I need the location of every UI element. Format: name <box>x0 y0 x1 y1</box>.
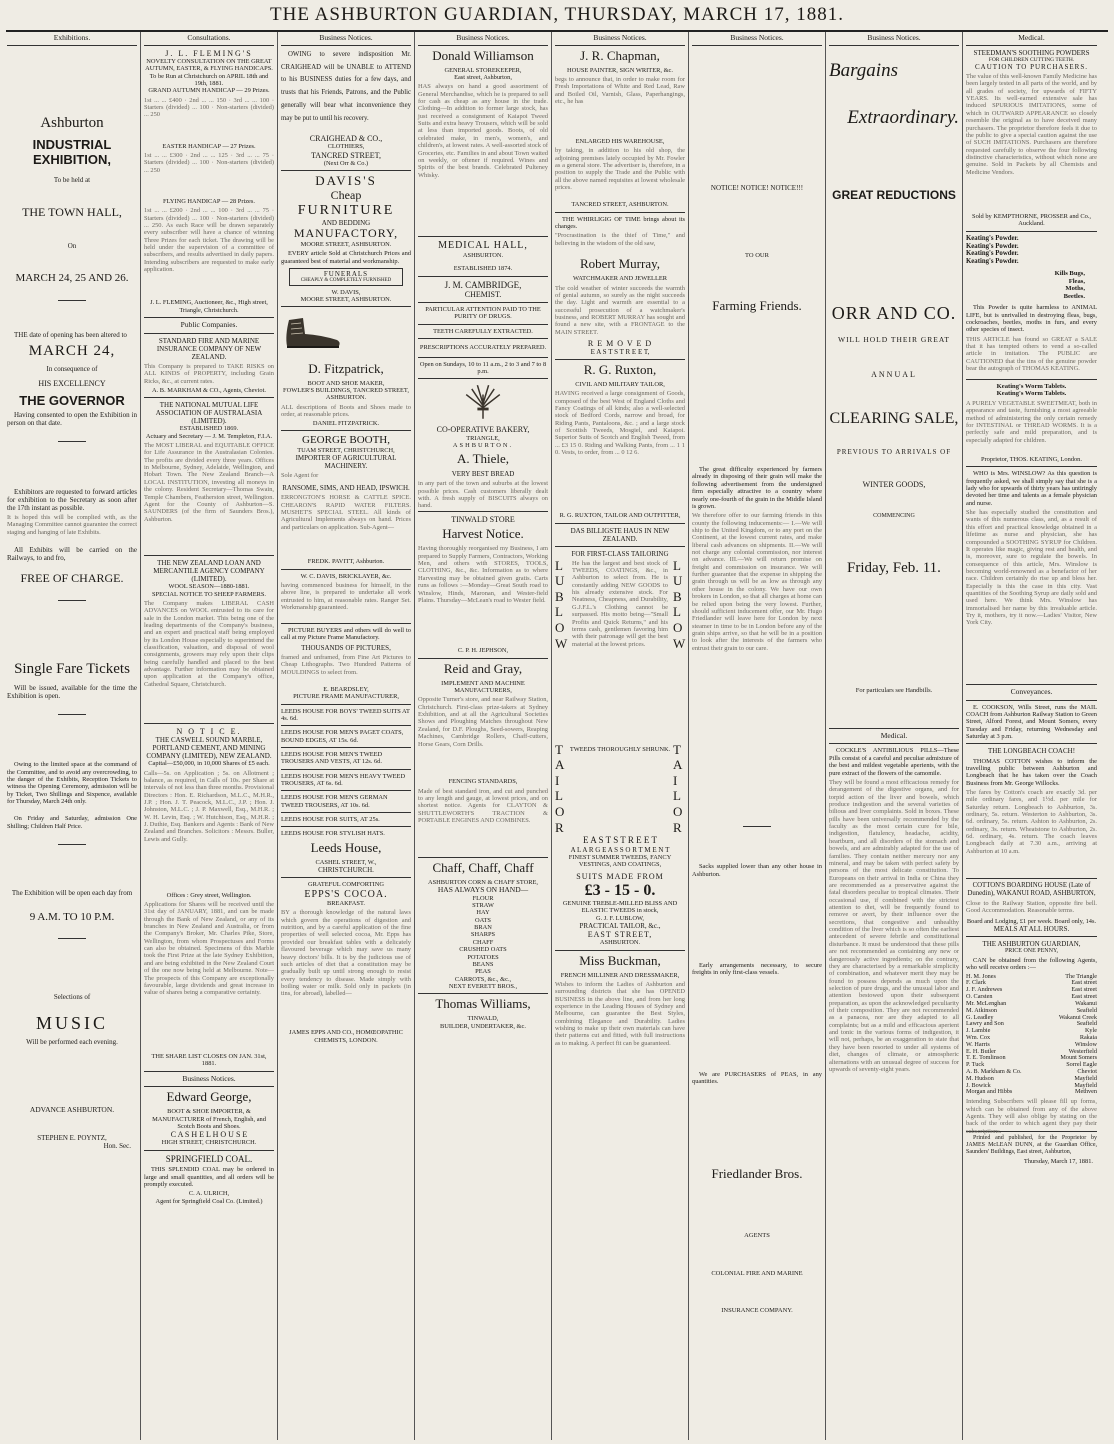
opening-date: MARCH 24, <box>28 343 116 360</box>
agent-name: T. E. Tomlinson <box>966 1054 1006 1062</box>
w-davis-address: MOORE STREET, ASHBURTON. <box>300 296 392 304</box>
summer-tweeds: FINEST SUMMER TWEEDS, FANCY VESTINGS, AND COATINGS, <box>568 853 672 868</box>
agent-name: Morgan and Hibbs <box>966 1088 1013 1096</box>
column-business-4: Business Notices. Donald Williamson GENERAL STOREKEEPER, East street, Ashburton, HAS always on hand a good assortment of General Merchandise, which he is prepared to sell for cash as cheap as any house in the trade. Clothing—In addition to former large stock, has just received a consignment of Kaiapoi Tweed Suits and extra heavy Trousers, which will be sold at less than imported goods. Boots, of old celebrated make, in men's, women's, and children's, at lowest rates. A well-assorted stock of Groceries, etc. Families in and about Town waited on weekly, or oftener if required. Wines and Spirits of the best brands. Celebrated Pulteney Whisky. MEDICAL HALL, ASHBURTON. ESTABLISHED 1874. J. M. CAMBRIDGE, CHEMIST. PARTICULAR ATTENTION PAID TO THE PURITY OF DRUGS. TEETH CAREFULLY EXTRACTED. PRESCRIPTIONS ACCURATELY PREPARED. Open on Sundays, 10 to 11 a.m., 2 to 3 and 7 to 8 p.m. CO-OPERATIVE BAKERY, TRIANGLE, ASHBURTON. A. Thiele, VERY BEST BREAD in any part of the town and suburbs at the lowest possible prices. Cash customers liberally dealt with. A fresh supply of BISCUITS always on hand. TINWALD STORE Harvest Notice. Having thoroughly reorganised my Business, I am prepared to Supply Farmers, Contractors, Working Men, and others with STORES, TOOLS, CLOTHING, &c., &c. Information as to where Harvesting may be obtained given gratis. Carts runs as follows :—Monday—Great South road to Winslow, Hinds, Maronan, and Wester-field Plains. Thursday—McLean's road to Wester field. C. P. H. JEPHSON, Reid and Gray, IMPLEMENT AND MACHINE MANUFACTURERS, Opposite Turner's store, and near Railway Station, Christchurch. First-class prize-takers at Sydney Exhibition, and at all the Agricultural Societies Shows and Ploughing Matches throughout New Zealand, for D.F. Ploughs, Seed-sowers, Reaping Machines, Cambridge Rollers, Chaff-cutters, Horse Gears, Corn Drills. FENCING STANDARDS, Made of best standard iron, and cut and punched to any length and gauge, at lowest prices, and on shortest notice. Agents for CLAYTON & SHUTTLEWORTH'S TRACTION & PORTABLE ENGINES AND COMBINES. Chaff, Chaff, Chaff ASHBURTON CORN & CHAFF STORE, HAS ALWAYS ON HAND— FLOUR STRAW HAY OATS BRAN SHARPS CHAFF CRUSHED OATS POTATOES BEANS PEAS CARROTS, &c., &c., NEXT EVERETT BROS., Thomas Williams, TINWALD, BUILDER, UNDERTAKER, &c. <box>415 32 552 1440</box>
to-our: TO OUR <box>745 251 769 259</box>
friedlander-bros: Friedlander Bros. <box>711 1166 803 1182</box>
lublow-vertical-right: LUBLOW <box>673 557 686 651</box>
clearing-sale: CLEARING SALE, <box>829 409 959 427</box>
agent-name: Lawry and Son <box>966 1020 1004 1028</box>
worm-tablets-1: Keating's Worm Tablets. <box>996 382 1067 390</box>
the-governor: THE GOVERNOR <box>19 392 125 408</box>
secretary-name: STEPHEN E. POYNTZ, <box>37 1134 107 1143</box>
printed-published: Printed and published, for the Proprietor by JAMES McLEAN DUNN, at the Guardian Office, Saunders' Buildings, East street, Ashburton, <box>966 1135 1097 1156</box>
craighead-street: TANCRED STREET, <box>311 150 381 160</box>
winter-goods: WINTER GOODS, <box>862 480 926 490</box>
leeds-line-5: LEEDS HOUSE FOR MEN'S GERMAN TWEED TROUSERS, AT 10s. 6d. <box>281 794 388 809</box>
column-header: Consultations. <box>144 32 274 46</box>
leeds-line-1: LEEDS HOUSE FOR BOYS' TWEED SUITS AT 4s. 6d. <box>281 707 410 722</box>
national-mutual-title: THE NATIONAL MUTUAL LIFE ASSOCIATION OF AUSTRALASIA (LIMITED). <box>155 401 263 426</box>
easter-handicap: EASTER HANDICAP — 27 Prizes. <box>162 142 256 150</box>
sacks-supplied: Sacks supplied lower than any other house in Ashburton. <box>692 863 822 878</box>
music-note: Will be performed each evening. <box>26 1037 118 1046</box>
funerals-sub: CHEAPLY & COMPLETELY FURNISHED <box>300 277 392 283</box>
will-hold: WILL HOLD THEIR GREAT <box>837 334 951 344</box>
opening-consequence: In consequence of <box>46 364 98 373</box>
agent-name: J. Bowick <box>966 1081 991 1089</box>
agent-location: Mayfield <box>1074 1081 1097 1089</box>
kills-line: Fleas, <box>1068 277 1085 285</box>
keating-powder-line: Keating's Powder. <box>966 258 1019 266</box>
davis-cheap: Cheap <box>330 188 362 203</box>
cookson-mail-coach: E. COOKSON, Wills Street, runs the MAIL COACH from Ashburton Railway Station to Green Street, Alford Forest, and Mount Somers, every Tuesday and Friday, returning Wednesday and Saturday at 3 p.m. <box>966 703 1097 741</box>
keating-powder-line: Keating's Powder. <box>966 242 1019 250</box>
guardian-title: THE ASHBURTON GUARDIAN, <box>982 940 1081 948</box>
george-booth-name: GEORGE BOOTH, <box>302 434 390 447</box>
kills-line: Moths, <box>1065 285 1085 293</box>
bargains: Bargains <box>829 59 898 81</box>
epps-breakfast: BREAKFAST. <box>327 900 365 908</box>
springfield-agent: Agent for Springfield Coal Co. (Limited.) <box>155 1197 263 1205</box>
murray-name: Robert Murray, <box>579 256 661 272</box>
beardsley-name: E. BEARDSLEY, <box>323 685 369 693</box>
thomas-cotton: THOMAS COTTON wishes to inform the travelling public between Ashburton and Longbeach that he has taken over the Coach Business from Mr. George Willocks. <box>966 757 1097 787</box>
has-always-on-hand: HAS ALWAYS ON HAND— <box>437 885 529 895</box>
nz-loan-title: THE NEW ZEALAND LOAN AND MERCANTILE AGENCY COMPANY (LIMITED). <box>153 559 265 584</box>
national-mutual-established: ESTABLISHED 1869. <box>179 425 239 433</box>
agent-location: Wakanui <box>1075 999 1097 1007</box>
agent-name: A. B. Markham & Co. <box>966 1068 1022 1076</box>
business-notices-header: Business Notices. <box>182 1073 236 1083</box>
ruxton-name: R. G. Ruxton, <box>583 361 657 377</box>
farmers-difficulty: The great difficulty experienced by farmers already in disposing of their grain will make the following advertisement from the undersigned firm especially attractive to a country where nearly one-fourth of the grain in the Middle Island is grown. <box>692 466 822 510</box>
reid-gray-trade: IMPLEMENT AND MACHINE MANUFACTURERS, <box>441 679 525 695</box>
keating-proprietor: Proprietor, THOS. KEATING, London. <box>981 455 1082 463</box>
autumn-handicap: GRAND AUTUMN HANDICAP — 29 Prizes. <box>148 87 270 95</box>
leeds-line-7: LEEDS HOUSE FOR STYLISH HATS. <box>281 830 385 838</box>
exhibition-venue: THE TOWN HALL, <box>22 204 122 219</box>
craighead-location: (Next Orr & Co.) <box>323 159 369 167</box>
column-exhibitions: Exhibitions. Ashburton INDUSTRIAL EXHIBITION, To be held at THE TOWN HALL, On MARCH 24, 25 AND 26. THE date of opening has been altered to MARCH 24, In consequence of HIS EXCELLENCY THE GOVERNOR Having consented to open the Exhibition in person on that date. Exhibitors are requested to forward articles for exhibition to the Secretary as soon after the 17th instant as possible. It is hoped this will be complied with, as the Managing Committee cannot guarantee the correct staging and hanging of late Exhibits. All Exhibits will be carried on the Railways, to and fro, FREE OF CHARGE. Single Fare Tickets Will be issued, available for the time the Exhibition is open. Owing to the limited space at the command of the Committee, and to avoid any overcrowding, to the danger of the Exhibits, Reception Tickets to witness the Opening Ceremony, admission will be by Ticket, Two Shillings and Sixpence, available for Thursday, March 24th only. On Friday and Saturday, admission One Shilling; Children Half Price. The Exhibition will be open each day from 9 A.M. TO 10 P.M. Selections of MUSIC Will be performed each evening. ADVANCE ASHBURTON. STEPHEN E. POYNTZ, Hon. Sec. <box>4 32 141 1440</box>
edward-george-address: HIGH STREET, CHRISTCHURCH. <box>161 1139 257 1147</box>
agent-location: Methven <box>1075 1088 1097 1096</box>
caution-purchasers: CAUTION TO PURCHASERS. <box>975 62 1088 71</box>
bakery-town: ASHBURTON. <box>452 441 514 449</box>
caswell-offices: Offices : Grey street, Wellington. <box>166 891 252 899</box>
ransome-sims: RANSOME, SIMS, AND HEAD, IPSWICH. <box>282 484 410 493</box>
agent-location: Mount Somers <box>1060 1054 1097 1062</box>
steedman-title: STEEDMAN'S SOOTHING POWDERS <box>973 48 1090 57</box>
craighead-name: CRAIGHEAD & CO., <box>309 134 383 144</box>
cashel-house: C A S H E L H O U S E <box>170 1130 248 1140</box>
exhibitors-request: Exhibitors are requested to forward articles for exhibition to the Secretary as soon after the 17th instant as possible. <box>7 487 137 512</box>
leeds-line-2: LEEDS HOUSE FOR MEN'S PAGET COATS, BOUND EDGES, AT 15s. 6d. <box>281 729 404 744</box>
agent-location: East street <box>1071 986 1097 994</box>
chapman-enlarged: ENLARGED HIS WAREHOUSE, <box>575 137 665 145</box>
early-arrangements: Early arrangements necessary, to secure freights in only first-class vessels. <box>692 961 822 977</box>
ruxton-trade: CIVIL AND MILITARY TAILOR, <box>575 380 665 388</box>
epps-cocoa: EPPS'S COCOA. <box>304 888 388 900</box>
agent-name: O. Carsten <box>966 993 993 1001</box>
murray-removed: R E M O V E D <box>587 338 653 348</box>
agent-name: G. Leadley <box>966 1013 994 1021</box>
chapman-trade: HOUSE PAINTER, SIGN WRITER, &c. <box>567 66 673 74</box>
edward-george-name: Edward George, <box>166 1089 252 1105</box>
tailor-vertical-left: TAILOR <box>555 741 565 835</box>
agents-list <box>966 974 1097 1097</box>
particulars-handbills: For particulars see Handbills. <box>855 687 933 695</box>
agent-location: Westerfield <box>1068 1047 1097 1055</box>
epps-grateful: GRATEFUL COMFORTING <box>308 881 384 889</box>
medical-hall-title: MEDICAL HALL, <box>438 240 528 252</box>
great-reductions: GREAT REDUCTIONS <box>832 188 956 203</box>
beardsley-trade: PICTURE FRAME MANUFACTURER, <box>293 693 399 701</box>
george-booth-address: TUAM STREET, CHRISTCHURCH, <box>297 446 395 454</box>
fleming-consultation: NOVELTY CONSULTATION ON THE GREAT AUTUMN, EASTER, & FLYING HANDICAPS. <box>145 57 273 73</box>
column-business-7: Business Notices. Bargains Extraordinary. GREAT REDUCTIONS ORR AND CO. WILL HOLD THEIR GREAT ANNUAL CLEARING SALE, PREVIOUS TO ARRIVALS OF WINTER GOODS, COMMENCING Friday, Feb. 11. For particulars see Handbills. Medical. COCKLE'S ANTIBILIOUS PILLS—These Pills consist of a careful and peculiar admixture of the best and mildest vegetable aperients, with the pure extract of the flowers of the camomile. They will be found a most efficacious remedy for derangement of the digestive organs, and for torpid action of the liver and bowels, which produce indigestion and the several varieties of bilious and liver complaints. Sold in boxes. These pills have been universally recommended by the faculty as the most certain cure for bile, indigestion, flatulency, headache, acidity, heartburn, and all disorders of the stomach and bowels, and are admirably adapted for the use of families. They contain neither mercury nor any mineral, and may be taken with perfect safety by persons of the most delicate constitution. To Europeans on their arrival in India or China they are recommended as a preservative against the fatal disorders peculiar to tropical climates. Their occasional use, if combined with the strictest attention to diet, will be frequently found to remove or avert, by their influence over the secretions, that congestive and unhealthy condition of the liver which is so often the earliest antecedent of severe febrile and constitutional disturbance. It must be understood that these pills are not recommended as containing any new or dangerously active ingredients; on the contrary, they are characterised by a remarkable simplicity of combination, and whatever merit they may be found to possess depends as much upon the selection of pure drugs, and the unusual labor and attention bestowed upon their subsequent preparation, as upon the acknowledged peculiarity of their composition. They are not recommended as a panacea, nor are they adapted to all complaints; but as a mild and efficacious aperient and tonic in the various forms of indigestion, it will not, perhaps, be an exaggeration to state that they have been resorted to under all systems of diet, changes of climate, or atmospheric alternations with an unusual degree of success for upwards of seventy-eight years. <box>826 32 963 1440</box>
agent-name: H. M. Jones <box>966 972 996 980</box>
exhibition-on: On <box>67 241 77 250</box>
public-companies-header: Public Companies. <box>180 320 238 330</box>
admission-thursday: Owing to the limited space at the command of the Committee, and to avoid any overcrowding, to the danger of the Exhibits, Reception Tickets to witness the Opening Ceremony, admission will be by Ticket, Two Shillings and Sixpence, available for Thursday, March 24th only. <box>7 761 137 806</box>
fleming-signature: J. L. FLEMING, Auctioneer, &c., High street, Triangle, Christchurch. <box>150 299 268 314</box>
epps-signature: JAMES EPPS AND CO., HOMŒOPATHIC CHEMISTS, LONDON. <box>289 1029 403 1044</box>
agent-name: J. F. Andrewes <box>966 986 1003 994</box>
ulrich-name: C. A. ULRICH, <box>188 1190 230 1198</box>
agent-name: P. Tuck <box>966 1061 985 1069</box>
standard-fire-agents: A. B. MARKHAM & CO., Agents, Cheviot. <box>152 386 266 394</box>
agent-location: East street <box>1071 993 1097 1001</box>
columns <box>4 32 1110 1440</box>
masthead: THE ASHBURTON GUARDIAN, THURSDAY, MARCH 17, 1881. <box>6 0 1108 32</box>
column-header: Business Notices. <box>692 32 822 46</box>
issue-date: Thursday, March 17, 1881. <box>1023 1157 1093 1165</box>
medical-hall-established: ESTABLISHED 1874. <box>453 265 513 273</box>
thousands-of-pictures: THOUSANDS OF PICTURES, <box>301 643 391 652</box>
mrs-winslow: WHO is Mrs. WINSLOW? As this question is frequently asked, we shall simply say that she is a lady who for upwards of thirty years has untiringly devoted her time and talents as a female physician and nurse. <box>966 470 1097 507</box>
commencing: COMMENCING <box>873 513 915 520</box>
agent-location: Seafield <box>1076 1020 1097 1028</box>
murray-trade: WATCHMAKER AND JEWELLER <box>572 275 668 283</box>
fitzpatrick-address: FOWLER'S BUILDINGS, TANCRED STREET, ASHBURTON. <box>283 387 409 402</box>
agent-location: Seafield <box>1076 1006 1097 1014</box>
cambridge-name: J. M. CAMBRIDGE, <box>444 279 522 290</box>
murray-street: E A S T S T R E E T, <box>590 347 650 356</box>
chaff-goods-list: FLOUR STRAW HAY OATS BRAN SHARPS CHAFF CRUSHED OATS POTATOES BEANS PEAS CARROTS, &c., &c., <box>454 894 512 983</box>
very-best-bread: VERY BEST BREAD <box>451 470 515 479</box>
his-excellency: HIS EXCELLENCY <box>38 378 106 388</box>
thomas-williams-trade: BUILDER, UNDERTAKER, &c. <box>440 1022 526 1030</box>
tickets-note: Will be issued, available for the time the Exhibition is open. <box>7 684 137 701</box>
bakery-title: CO-OPERATIVE BAKERY, <box>436 425 530 435</box>
railways-note: All Exhibits will be carried on the Railways, to and fro, <box>7 546 137 563</box>
leeds-line-3: LEEDS HOUSE FOR MEN'S TWEED TROUSERS AND VESTS, AT 12s. 6d. <box>281 750 383 766</box>
ruxton-outfitter: R. G. RUXTON, TAILOR AND OUTFITTER, <box>559 512 681 520</box>
fleming-dates: To be Run at Christchurch on APRIL 18th and 19th, 1881. <box>149 72 269 87</box>
williamson-trade: GENERAL STOREKEEPER, <box>444 66 522 74</box>
tinwald-store: TINWALD STORE <box>451 515 515 525</box>
secretary-title: Hon. Sec. <box>103 1142 131 1151</box>
column-header: Medical. <box>966 32 1097 46</box>
agent-location: Mayfield <box>1074 1074 1097 1082</box>
column-header: Business Notices. <box>555 32 685 46</box>
notice-triple: NOTICE! NOTICE! NOTICE!!! <box>710 183 804 192</box>
agent-name: E. H. Butler <box>966 1047 996 1055</box>
buckman-name: Miss Buckman, <box>579 952 661 968</box>
selections-of: Selections of <box>53 992 91 1001</box>
tweeds-shrunk: TWEEDS THOROUGHLY SHRUNK. <box>569 745 671 753</box>
leeds-house-city: CHRISTCHURCH. <box>318 866 374 875</box>
cockles-pills: COCKLE'S ANTIBILIOUS PILLS—These Pills consist of a careful and peculiar admixture of the best and mildest vegetable aperients, with the pure extract of the flowers of the camomile. <box>829 747 959 777</box>
cottons-boarding-house: COTTON'S BOARDING HOUSE (Late of Dunedin), WAKANUI ROAD, ASHBURTON, <box>967 881 1096 897</box>
chaff-title: Chaff, Chaff, Chaff <box>432 859 534 875</box>
teeth-extracted: TEETH CAREFULLY EXTRACTED. <box>433 327 533 335</box>
single-fare-tickets: Single Fare Tickets <box>14 660 130 677</box>
orr-and-co: ORR AND CO. <box>831 303 957 324</box>
agent-location: The Triangle <box>1065 972 1097 980</box>
exhibition-town: Ashburton <box>40 114 104 131</box>
das-billigste: DAS BILLIGSTE HAUS IN NEW ZEALAND. <box>570 526 670 543</box>
everett-bros: NEXT EVERETT BROS., <box>448 982 518 990</box>
longbeach-coach: THE LONGBEACH COACH! <box>987 747 1076 756</box>
agent-name: M. Atkinson <box>966 1006 997 1014</box>
first-class-tailoring: FOR FIRST-CLASS TAILORING <box>571 549 669 558</box>
column-consultations: Consultations. J. L. FLEMING'S NOVELTY CONSULTATION ON THE GREAT AUTUMN, EASTER, & FLYING HANDICAPS. To be Run at Christchurch on APRIL 18th and 19th, 1881. GRAND AUTUMN HANDICAP — 29 Prizes. 1st ... ... £400 · 2nd ... ... 150 · 3rd ... ... 100 · Starters (divided) ... 100 · Non-starters (divided) ... 250 EASTER HANDICAP — 27 Prizes. 1st ... ... £300 · 2nd ... ... 125 · 3rd ... ... 75 · Starters (divided) ... 100 · Non-starters (divided) ... 250 FLYING HANDICAP — 28 Prizes. 1st ... ... £200 · 2nd ... ... 100 · 3rd ... ... 75 · Starters (divided) ... 100 · Non-starters (divided) ... 250. As each Race will be drawn separately every subscriber will have a chance of winning Three Prizes for each ticket. The drawing will be held under the supervision of a committee of subscribers, and results advertised in daily papers. Intending subscribers are requested to make early application. J. L. FLEMING, Auctioneer, &c., High street, Triangle, Christchurch. Public Companies. STANDARD FIRE AND MARINE INSURANCE COMPANY OF NEW ZEALAND. This Company is prepared to TAKE RISKS on ALL KINDS of PROPERTY, including Grain Ricks, &c., at current rates. A. B. MARKHAM & CO., Agents, Cheviot. THE NATIONAL MUTUAL LIFE ASSOCIATION OF AUSTRALASIA (LIMITED). ESTABLISHED 1869. Actuary and Secretary — J. M. Templeton, F.I.A. The MOST LIBERAL and EQUITABLE OFFICE for Life Assurance in the Australasian Colonies. The profits are divided every three years. Offices in Melbourne, Sydney, Adelaide, Wellington, and Hobart Town. The New Zealand Branch—A LOCAL INSTITUTION, investing all moneys in the colony. Resident Secretary—Thomas Swain, Temple Chambers, Featherston street, Wellington. Agent for the County of Ashburton—S. SAUNDERS (of the firm of Saunders Bros.), Ashburton. THE NEW ZEALAND LOAN AND MERCANTILE AGENCY COMPANY (LIMITED). WOOL SEASON—1880-1881. SPECIAL NOTICE TO SHEEP FARMERS. The Company makes LIBERAL CASH ADVANCES on WOOL entrusted to its care for sale in the London market. This being one of the leading departments of the Company's business, and an expert and practical staff being employed by its London House especially to superintend the classification, valuation, and disposal of wool consignments, growers may rely upon their clips being carefully handled and placed to the best advantage. Further information may be obtained upon application at the Company's office, Cathedral Square, Christchurch. N O T I C E. THE CASWELL SOUND MARBLE, PORTLAND CEMENT, AND MINING COMPANY (LIMITED), NEW ZEALAND. Capital—£50,000, in 10,000 Shares of £5 each. Calls—5s. on Application ; 5s. on Allotment ; balance, as required, in Calls of 10s. per Share at intervals of not less than three months. Provisional Directors : Hon. E. Richardson, M.L.C., M.H.R., J.P. ; Hon. J. T. Peacock, M.L.C., J.P. ; Hon. J. Johnston, M.L.C. ; J. P. Maxwell, Esq., M.H.R. ; W. H. Levin, Esq. ; W. Hutchison, Esq., M.H.R. ; J. Duthie, Esq. Bankers and Agents : Bank of New Zealand and Branches. Solicitors : Messrs. Buller, Lewis and Gully. Offices : Grey street, Wellington. Applications for Shares will be received until the 31st day of JANUARY, 1881, and can be made through the Bank of New Zealand, or any of its branches in New Zealand and Australia, or from the Company's Broker, Mr. Charles Pike, Store, Wellington, from whom Prospectuses and Forms can also be obtained. Specimens of this Marble took the First Prize at the late Sydney Exhibition, and are being exhibited in the New Zealand Court of the one now being held at Melbourne. Note—The prospects of this Company are exceptionally favourable, large dividends and great increase in value of shares being a comparative certainty. THE SHARE LIST CLOSES ON JAN. 31st, 1881. Business Notices. Edward George, BOOT & SHOE IMPORTER, & MANUFACTURER of French, English, and Scotch Boots and Shoes. C A S H E L H O U S E HIGH STREET, CHRISTCHURCH. SPRINGFIELD COAL. THIS SPLENDID COAL may be ordered in large and small quantities, and all orders will be promptly executed. C. A. ULRICH, Agent for Springfield Coal Co. (Limited.) <box>141 32 278 1440</box>
suits-made-from: SUITS MADE FROM <box>576 872 664 882</box>
lublow-east-street: EAST STREET, <box>587 930 653 940</box>
craighead-notice: OWING to severe indisposition Mr. CRAIGHEAD will be UNABLE to ATTEND to his BUSINESS duties for a few days, and trusts that his Friends, Patrons, and the Public generally will bear what inconvenience they may be put to until his recovery. <box>281 50 411 123</box>
edward-george-trade: BOOT & SHOE IMPORTER, & MANUFACTURER of French, English, and Scotch Boots and Shoes. <box>152 1108 266 1130</box>
medical-hall-town: ASHBURTON. <box>462 251 504 259</box>
caswell-title: THE CASWELL SOUND MARBLE, PORTLAND CEMENT, AND MINING COMPANY (LIMITED), NEW ZEALAND. <box>146 736 272 761</box>
free-of-charge: FREE OF CHARGE. <box>20 571 124 586</box>
springfield-coal-title: SPRINGFIELD COAL. <box>165 1153 253 1164</box>
chaff-store: ASHBURTON CORN & CHAFF STORE, <box>428 878 538 886</box>
column-medical: Medical. STEEDMAN'S SOOTHING POWDERS FOR CHILDREN CUTTING TEETH. CAUTION TO PURCHASERS. The value of this well-known Family Medicine has been largely tested in all parts of the world, and by all grades of society, for upwards of FIFTY YEARS. Its well-earned extensive sale has induced SPURIOUS IMITATIONS, some of which in OUTWARD APPEARANCE so closely resemble the original as to have deceived many purchasers. The proprietor therefore feels it due to the public to give a special caution against the use of SUCH IMITATIONS. Purchasers are therefore requested carefully to observe the four following distinctive characteristics, without which none are genuine. Sold in Packets by all Chemists and Medicine Vendors. Sold by KEMPTHORNE, PROSSER and Co., Auckland. Keating's Powder. Keating's Powder. Keating's Powder. Keating's Powder. Kills Bugs, Fleas, Moths, Beetles. This Powder is quite harmless to ANIMAL LIFE, but is unrivalled in destroying fleas, bugs, cockroaches, beetles, moths in furs, and every other species of insect. THIS ARTICLE has found so GREAT a SALE that it has tempted others to vend a so-called article in imitation. The PUBLIC are CAUTIONED that the tins of the genuine powder bear the autograph of THOMAS KEATING. Keating's Worm Tablets. Keating's Worm Tablets. A PURELY VEGETABLE SWEETMEAT, both in appearance and taste, furnishing a most agreeable method of administering the only certain remedy for INTESTINAL or THREAD WORMS. It is a perfectly safe and mild preparation, and is especially adapted for children. Proprietor, THOS. KEATING, London. WHO is Mrs. WINSLOW? As this question is frequently asked, we shall simply say that she is a lady who for upwards of thirty years has untiringly devoted her time and talents as a female physician and nurse. She has especially studied the constitution and wants of this numerous class, and, as a result of this effort and practical knowledge obtained in a lifetime as nurse and physician, she has compounded a SOOTHING SYRUP for Children. It operates like magic, giving rest and health, and is, moreover, sure to regulate the bowels. In consequence of this article, Mrs. Winslow is becoming world-renowned as a benefactor of her race. Children certainly do rise up and bless her. Especially is this the case in this city. Vast quantities of the Soothing Syrup are daily sold and used here. We think Mrs. Winslow has immortalised her name by this invaluable article. Try it, mothers, try it now.—Ladies' Visitor, New York City. Conveyances. E. COOKSON, Wills Street, runs the MAIL COACH from Ashburton Railway Station to Green Street, Alford Forest, and Mount Somers, every Tuesday and Friday, returning Wednesday and Saturday at 3 p.m. THE LONGBEACH COACH! THOMAS COTTON wishes to inform the travelling public between Ashburton and Longbeach that he has taken over the Coach Business from Mr. George Willocks. The fares by Cotton's coach are exactly 3d. per mile ordinary fares, and 1½d. per mile for Saturday return. Longbeach to Ashburton, 3s. ordinary, 5s. return. Westerton to Ashburton, 3s. 6d. ordinary, 5s. return. Ashton to Ashburton, 2s. ordinary, 3s. return. Wheatstone to Ashburton, 2s. 6d. ordinary, 4s. return. The coach leaves Longbeach daily at 7.30 a.m., arriving at Ashburton at 10 a.m. COTTON'S BOARDING HOUSE (Late of Dunedin), WAKANUI ROAD, ASHBURTON, Close to the Railway Station, opposite fire bell. Good Accommodation. Reasonable terms. Board and Lodging, £1 per week. Board only, 14s. MEALS AT ALL HOURS. THE ASHBURTON GUARDIAN, PRICE ONE PENNY, CAN be obtained from the following Agents, who will receive orders :— H. M. Jones The Triangle F. Clark East street J. F. Andrewes East street O. Carsten East street Mr. McLenghan Wakanui M. Atkinson Seafield G. Leadley Wakanui Creek Lawry and Son Seafield J. Lambie Kyle Wm. Cox Rakaia W. Harris Winslow E. H. Butler Westerfield T. E. Tomlinson Mount Somers P. Tuck Sorrel Eagle A. B. Markham & Co. Cheviot M. Hudson Mayfield J. Bowick Mayfield Morgan and Hibbs Methven Intending Subscribers will please fill up forms, which can be obtained from any of the above Agents. They will also oblige by stating on the back of the order to which agent they pay their subscriptions. Printed and published, for the Proprietor by JAMES McLEAN DUNN, at the Guardian Office, Saunders' Buildings, East street, Ashburton, Thursday, March 17, 1881. <box>966 33 1097 1165</box>
wool-season: WOOL SEASON—1880-1881. <box>168 583 250 591</box>
thomas-williams-town: TINWALD, <box>467 1015 499 1023</box>
medical-header: Medical. <box>880 730 908 740</box>
opening-altered: THE date of opening has been altered to <box>14 331 127 340</box>
whirligig: THE WHIRLIGIG OF TIME brings about its changes. <box>555 215 685 230</box>
williamson-name: Donald Williamson <box>432 47 534 63</box>
bakery-triangle: TRIANGLE, <box>466 434 500 442</box>
funerals-heading: FUNERALS <box>323 269 369 278</box>
agent-location: Winslow <box>1074 1040 1097 1048</box>
agent-location: Wakanui Creek <box>1058 1013 1097 1021</box>
agent-name: Mr. McLenghan <box>966 999 1007 1007</box>
colonial-fire: COLONIAL FIRE AND MARINE <box>711 1269 803 1277</box>
column-business-5: Business Notices. J. R. Chapman, HOUSE PAINTER, SIGN WRITER, &c. begs to announce that, in order to make room for Fresh Importations of White and Red Lead, Raw and Boiled Oil, Varnish, Glass, Paperhangings, etc., he has ENLARGED HIS WAREHOUSE, by taking, in addition to his old shop, the adjoining premises lately occupied by Mr. Fowler as a general store. The advertiser is, therefore, in a position to supply the Trade and the Public with all the above named requisites at lowest wholesale prices. TANCRED STREET, ASHBURTON. THE WHIRLIGIG OF TIME brings about its changes. "Procrastination is the thief of Time," and believing in the wisdom of the old saw, Robert Murray, WATCHMAKER AND JEWELLER The cold weather of winter succeeds the warmth of genial autumn, so surely as the night succeeds the day. Light and warmth are essential to a successful prosecution of a watchmaker's business, and ROBERT MURRAY has sought and found a new site, with a FRONTAGE to the MAIN STREET. R E M O V E D E A S T S T R E E T, R. G. Ruxton, CIVIL AND MILITARY TAILOR, HAVING received a large consignment of Goods, composed of the best West of England Cloths and Fancy Coatings of all kinds; also a well-selected stock of Bedford Cords, narrow and broad, for Riding Pants, Pantaloons, &c. ; and a large stock of Scottish Tweeds, Mosgiel, and Kaiapoi. Superior Suits of Scotch and English Tweed, from ... £3 15 0. Riding and Walking Pants, from ... 1 1 0. Vests, to order, from ... 0 12 6. R. G. RUXTON, TAILOR AND OUTFITTER, DAS BILLIGSTE HAUS IN NEW ZEALAND. FOR FIRST-CLASS TAILORING LUBLOW He has the largest and best stock of TWEEDS, COATINGS, &c., in Ashburton to select from. He is constantly adding NEW GOODS to his already extensive stock. For Neatness, Cheapness, and Durability, G.J.F.L.'s Clothing cannot be surpassed. His motto being—"Small Profits and Quick Returns," and his terms cash, gentlemen favoring him with their patronage will get the best material at the lowest prices. LUBLOW TAILOR TWEEDS THOROUGHLY SHRUNK. TAILOR E A S T S T R E E T A L A R G E A S S O R T M E N T FINEST SUMMER TWEEDS, FANCY VESTINGS, AND COATINGS, SUITS MADE FROM £3 - 15 - 0. GENUINE TREBLE-MILLED BLISS AND ELASTIC TWEEDS in stock, G. J. F. LUBLOW, PRACTICAL TAILOR, &c., EAST STREET, ASHBURTON. Miss Buckman, FRENCH MILLINER AND DRESSMAKER, Wishes to inform the Ladies of Ashburton and surrounding districts that she has OPENED BUSINESS in the above line, and from her long experience in the Leading Houses of Sydney and Melbourne, can guarantee the Best Styles, combining Elegance and Durability. Ladies wishing to make up their own materials can have their patterns cut and fitted, with full instructions as to making. A perfect fit can be guaranteed. <box>552 32 689 1440</box>
agents-heading: AGENTS <box>744 1232 770 1240</box>
previous-to: PREVIOUS TO ARRIVALS OF <box>836 448 952 456</box>
leeds-house-name: Leeds House, <box>310 839 382 855</box>
leeds-house-street: CASHEL STREET, W., <box>315 858 377 866</box>
davis-prices: EVERY article Sold at Christchurch Prices and guaranteed best of material and workmanship. <box>281 250 411 265</box>
keating-powder-line: Keating's Powder. <box>966 250 1019 258</box>
exhibition-dates: MARCH 24, 25 AND 26. <box>15 271 129 284</box>
keating-powder-line: Keating's Powder. <box>966 234 1019 242</box>
exhibition-title: INDUSTRIAL EXHIBITION, <box>32 136 112 167</box>
agent-location: Sorrel Eagle <box>1066 1061 1097 1069</box>
lublow-vertical-left: LUBLOW <box>555 557 568 651</box>
farming-friends: Farming Friends. <box>712 298 802 314</box>
prescriptions: PRESCRIPTIONS ACCURATELY PREPARED. <box>419 344 547 352</box>
buckman-trade: FRENCH MILLINER AND DRESSMAKER, <box>560 971 680 979</box>
opening-hours: 9 A.M. TO 10 P.M. <box>29 911 115 924</box>
agent-name: Wm. Cox <box>966 1033 991 1041</box>
leeds-line-6: LEEDS HOUSE FOR SUITS, AT 25s. <box>281 816 380 824</box>
harvest-notice: Harvest Notice. <box>442 526 524 542</box>
fencing-standards: FENCING STANDARDS, <box>448 778 518 786</box>
keating-harmless: This Powder is quite harmless to ANIMAL LIFE, but is unrivalled in destroying fleas, bugs, cockroaches, beetles, moths in furs, and every other species of insect. <box>966 304 1097 334</box>
fitzpatrick-name: D. Fitzpatrick, <box>308 360 384 376</box>
picture-buyers: PICTURE BUYERS and others will do well to call at my Picture Frame Manufactory. <box>281 627 411 642</box>
davis-manufactory: MANUFACTORY, <box>293 226 399 241</box>
lublow-town: ASHBURTON. <box>599 939 641 947</box>
notice-heading: N O T I C E. <box>176 726 242 736</box>
sheep-farmers-notice: SPECIAL NOTICE TO SHEEP FARMERS. <box>151 590 267 598</box>
agent-location: Cheviot <box>1077 1068 1097 1076</box>
fitzpatrick-trade: BOOT AND SHOE MAKER, <box>307 379 385 387</box>
agent-name: M. Hudson <box>966 1074 994 1082</box>
pavitt-name: FREDK. PAVITT, Ashburton. <box>307 558 385 566</box>
standard-fire-title: STANDARD FIRE AND MARINE INSURANCE COMPANY OF NEW ZEALAND. <box>156 336 262 361</box>
agent-row <box>966 1089 1097 1096</box>
leeds-line-4: LEEDS HOUSE FOR MEN'S HEAVY TWEED TROUSERS, AT 6s. 6d. <box>281 772 406 788</box>
davis-bedding: AND BEDDING <box>321 218 371 227</box>
worm-tablets-2: Keating's Worm Tablets. <box>996 390 1067 398</box>
column-header: Business Notices. <box>418 32 548 46</box>
sale-date: Friday, Feb. 11. <box>847 560 941 577</box>
davis-title: DAVIS'S <box>315 173 377 189</box>
sunday-hours: Open on Sundays, 10 to 11 a.m., 2 to 3 and 7 to 8 p.m. <box>419 360 547 375</box>
music-heading: MUSIC <box>35 1012 108 1033</box>
treble-milled: GENUINE TREBLE-MILLED BLISS AND ELASTIC TWEEDS in stock, <box>562 899 678 915</box>
advance-ashburton: ADVANCE ASHBURTON. <box>29 1104 115 1114</box>
reid-gray-name: Reid and Gray, <box>443 660 523 676</box>
springfield-coal-text: THIS SPLENDID COAL may be ordered in large and small quantities, and all orders will be promptly executed. <box>144 1166 274 1188</box>
caswell-capital: Capital—£50,000, in 10,000 Shares of £5 each. <box>148 760 270 768</box>
chapman-address: TANCRED STREET, ASHBURTON. <box>571 201 669 209</box>
open-each-day: The Exhibition will be open each day from <box>11 889 133 898</box>
share-list-closes: THE SHARE LIST CLOSES ON JAN. 31st, 1881. <box>151 1052 267 1068</box>
lublow-trade: PRACTICAL TAILOR, &c., <box>579 922 661 931</box>
insurance-company: INSURANCE COMPANY. <box>721 1307 793 1315</box>
jephson-name: C. P. H. JEPHSON, <box>457 647 509 655</box>
meals-at-all-hours: MEALS AT ALL HOURS. <box>993 924 1070 933</box>
governor-consent: Having consented to open the Exhibition in person on that date. <box>7 410 137 427</box>
boot-illustration <box>281 316 345 350</box>
fitzpatrick-signature: DANIEL FITZPATRICK. <box>312 419 380 427</box>
agent-name: W. Harris <box>966 1040 990 1048</box>
board-and-lodging: Board and Lodging, £1 per week. Board only, 14s. <box>966 917 1097 925</box>
thiele-name: A. Thiele, <box>456 451 510 467</box>
column-header: Business Notices. <box>829 32 959 46</box>
fleming-title: J. L. FLEMING'S <box>165 48 253 58</box>
purity-of-drugs: PARTICULAR ATTENTION PAID TO THE PURITY OF DRUGS. <box>425 306 541 321</box>
tailor-vertical-right: TAILOR <box>673 741 683 835</box>
purchasers-of-peas: We are PURCHASERS of PEAS, in any quantities. <box>692 1070 822 1086</box>
davis-furniture: FURNITURE <box>297 202 395 218</box>
conveyances-header: Conveyances. <box>1010 687 1053 697</box>
lublow-name: G. J. F. LUBLOW, <box>595 914 645 922</box>
agent-name: F. Clark <box>966 979 986 987</box>
craighead-trade: CLOTHIERS, <box>327 143 365 151</box>
column-business-6: Business Notices. NOTICE! NOTICE! NOTICE!!! TO OUR Farming Friends. The great difficulty experienced by farmers already in disposing of their grain will make the following advertisement from the undersigned firm especially attractive to a country where nearly one-fourth of the grain in the Middle Island is grown. We therefore offer to our farming friends in this county the following inducements:— I.—We will ship to the United Kingdom, or to any port on the Continent, at the lowest current rates, and make liberal cash advances on shipments. II.—We will not charge any colonial commission, nor interest on advance. III.—We will return promise on freight and commission on insurance. We will further guarantee that the expense in shipping the grain through us will be as low as through any other house in the colony. We have our own brokers in London, so that all charges at home can be relied upon being the very lowest. Further, should sufficient inducement offer, our Mr. Hugo Friedlander will leave here for London by next steamer in time to be in London before any of the grain ships arrive, so that he will be in a position to look after the interests of the farmers who entrust their grain to our care. Sacks supplied lower than any other house in Ashburton. Early arrangements necessary, to secure freights in only first-class vessels. We are PURCHASERS of PEAS, in any quantities. Friedlander Bros. AGENTS COLONIAL FIRE AND MARINE INSURANCE COMPANY. <box>689 32 826 1440</box>
guardian-agents-intro: CAN be obtained from the following Agents, who will receive orders :— <box>966 956 1097 972</box>
agent-location: Rakaia <box>1079 1033 1097 1041</box>
chapman-name: J. R. Chapman, <box>580 47 660 63</box>
agent-location: East street <box>1071 979 1097 987</box>
large-assortment: A L A R G E A S S O R T M E N T <box>570 845 670 854</box>
annual: ANNUAL <box>871 370 917 380</box>
w-davis-name: W. DAVIS, <box>331 288 361 296</box>
thomas-williams-name: Thomas Williams, <box>435 996 531 1012</box>
exhibition-held-at: To be held at <box>53 175 91 184</box>
flying-handicap: FLYING HANDICAP — 28 Prizes. <box>163 197 255 205</box>
extraordinary: Extraordinary. <box>847 107 959 129</box>
column-header: Business Notices. <box>281 32 411 46</box>
kills-line: Kills Bugs, <box>1054 270 1085 277</box>
steedman-sub: FOR CHILDREN CUTTING TEETH. <box>988 56 1075 63</box>
guardian-price: PRICE ONE PENNY, <box>1004 948 1059 955</box>
wc-davis-name: W. C. DAVIS, BRICKLAYER, &c. <box>300 572 392 580</box>
agent-name: J. Lambie <box>966 1027 991 1035</box>
suit-price: £3 - 15 - 0. <box>584 881 656 899</box>
kills-line: Beetles. <box>1063 292 1085 300</box>
wheat-sheaf-illustration <box>455 383 511 421</box>
george-booth-trade: IMPORTER OF AGRICULTURAL MACHINERY. <box>295 454 397 471</box>
kempthorne: Sold by KEMPTHORNE, PROSSER and Co., Auckland. <box>972 213 1091 228</box>
agent-location: Kyle <box>1084 1027 1097 1035</box>
cambridge-trade: CHEMIST. <box>464 289 502 299</box>
williamson-address: East street, Ashburton, <box>454 73 512 81</box>
davis-address: MOORE STREET, ASHBURTON. <box>300 240 392 248</box>
national-mutual-actuary: Actuary and Secretary — J. M. Templeton, F.I.A. <box>145 432 273 440</box>
column-business-3: Business Notices. OWING to severe indisposition Mr. CRAIGHEAD will be UNABLE to ATTEND to his BUSINESS duties for a few days, and trusts that his Friends, Patrons, and the Public generally will bear what inconvenience they may be put to until his recovery. CRAIGHEAD & CO., CLOTHIERS, TANCRED STREET, (Next Orr & Co.) DAVIS'S Cheap FURNITURE AND BEDDING MANUFACTORY, MOORE STREET, ASHBURTON. EVERY article Sold at Christchurch Prices and guaranteed best of material and workmanship. FUNERALS CHEAPLY & COMPLETELY FURNISHED W. DAVIS, MOORE STREET, ASHBURTON. D. Fitzpatrick, BOOT AND SHOE MAKER, FOWLER'S BUILDINGS, TANCRED STREET, ASHBURTON. ALL descriptions of Boots and Shoes made to order, at reasonable prices. DANIEL FITZPATRICK. GEORGE BOOTH, TUAM STREET, CHRISTCHURCH, IMPORTER OF AGRICULTURAL MACHINERY. Sole Agent for RANSOME, SIMS, AND HEAD, IPSWICH. ERRONGTON'S HORSE & CATTLE SPICE. CHEARON'S RAPID WATER FILTERS. MUSHET'S SPECIAL STEEL. All kinds of Agricultural Implements always on hand. Prices and particulars on application. Sub-Agent— FREDK. PAVITT, Ashburton. W. C. DAVIS, BRICKLAYER, &c. having commenced business for himself, in the above line, is prepared to undertake all work entrusted to him, at reasonable rates. Ranger Set. Workmanship guaranteed. PICTURE BUYERS and others will do well to call at my Picture Frame Manufactory. THOUSANDS OF PICTURES, framed and unframed, from Fine Art Pictures to Cheap Lithographs. Two Hundred Patterns of MOULDINGS to select from. E. BEARDSLEY, PICTURE FRAME MANUFACTURER, LEEDS HOUSE FOR BOYS' TWEED SUITS AT 4s. 6d. LEEDS HOUSE FOR MEN'S PAGET COATS, BOUND EDGES, AT 15s. 6d. LEEDS HOUSE FOR MEN'S TWEED TROUSERS AND VESTS, AT 12s. 6d. LEEDS HOUSE FOR MEN'S HEAVY TWEED TROUSERS, AT 6s. 6d. LEEDS HOUSE FOR MEN'S GERMAN TWEED TROUSERS, AT 10s. 6d. LEEDS HOUSE FOR SUITS, AT 25s. LEEDS HOUSE FOR STYLISH HATS. Leeds House, CASHEL STREET, W., CHRISTCHURCH. GRATEFUL COMFORTING EPPS'S COCOA. BREAKFAST. BY a thorough knowledge of the natural laws which govern the operations of digestion and nutrition, and by a careful application of the fine properties of well selected cocoa, Mr. Epps has provided our breakfast tables with a delicately flavoured beverage which may save us many heavy doctors' bills. It is by the judicious use of such articles of diet that a constitution may be gradually built up until strong enough to resist every tendency to disease. Made simply with boiling water or milk. Sold only in packets (in tins, for abroad), labelled— JAMES EPPS AND CO., HOMŒOPATHIC CHEMISTS, LONDON. <box>278 32 415 1440</box>
lublow-street: E A S T S T R E E T <box>583 835 657 846</box>
admission-friday: On Friday and Saturday, admission One Shilling; Children Half Price. <box>7 815 137 830</box>
column-header: Exhibitions. <box>7 32 137 46</box>
